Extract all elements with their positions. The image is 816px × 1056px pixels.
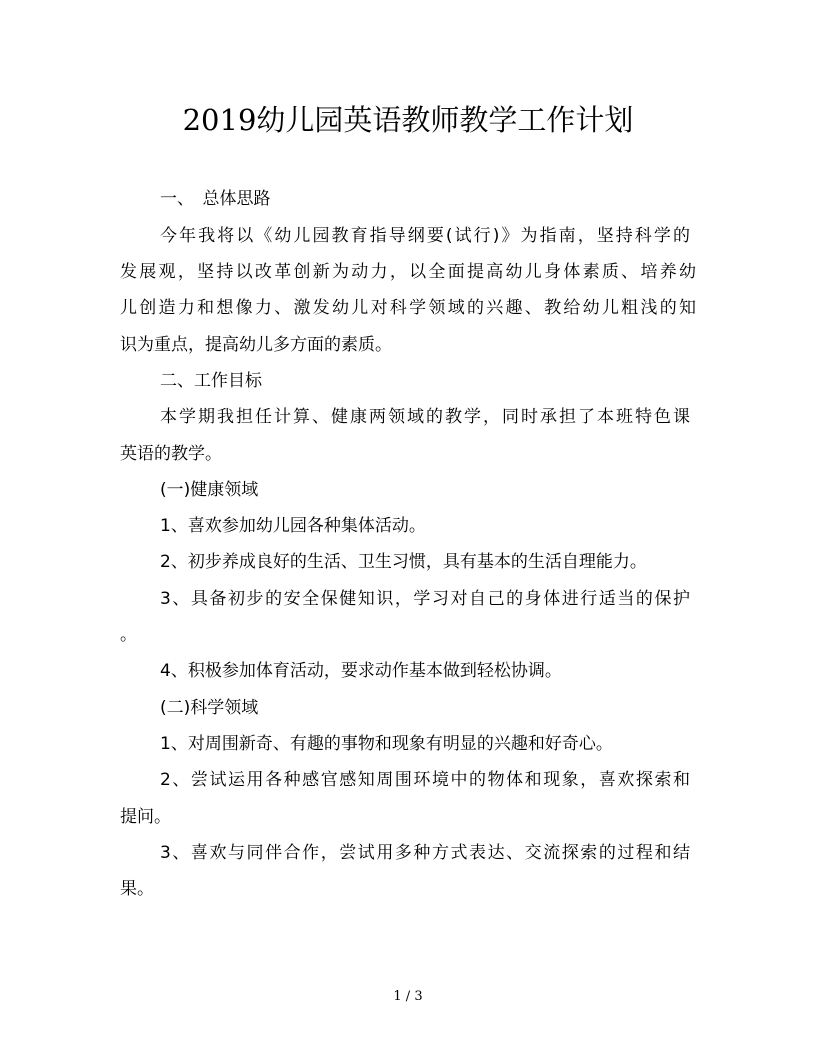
list-item: 2、尝试运用各种感官感知周围环境中的物体和现象，喜欢探索和 <box>160 770 690 790</box>
list-item: 1、对周围新奇、有趣的事物和现象有明显的兴趣和好奇心。 <box>160 734 613 754</box>
list-item-continuation: 提问。 <box>120 807 171 827</box>
list-item: 3、喜欢与同伴合作，尝试用多种方式表达、交流探索的过程和结 <box>160 843 690 863</box>
subsection-heading-science: (二)科学领域 <box>160 698 259 718</box>
list-item: 4、积极参加体育活动，要求动作基本做到轻松协调。 <box>160 661 562 681</box>
list-item: 3、具备初步的安全保健知识，学习对自己的身体进行适当的保护 <box>160 589 690 609</box>
subsection-heading-health: (一)健康领域 <box>160 480 259 500</box>
section-heading-overall-approach: 一、 总体思路 <box>160 189 271 209</box>
paragraph-line: 发展观，坚持以改革创新为动力，以全面提高幼儿身体素质、培养幼 <box>120 262 696 282</box>
list-item-continuation: 果。 <box>120 879 154 899</box>
list-item: 2、初步养成良好的生活、卫生习惯，具有基本的生活自理能力。 <box>160 552 647 572</box>
section-heading-work-goals: 二、工作目标 <box>160 371 262 391</box>
paragraph-line: 英语的教学。 <box>120 444 222 464</box>
list-item-continuation: 。 <box>120 625 137 645</box>
paragraph-line: 今年我将以《幼儿园教育指导纲要(试行)》为指南，坚持科学的 <box>160 226 690 246</box>
paragraph-line: 识为重点，提高幼儿多方面的素质。 <box>120 335 392 355</box>
paragraph-line: 本学期我担任计算、健康两领域的教学，同时承担了本班特色课 <box>160 407 690 427</box>
page-number: 1 / 3 <box>393 989 423 1004</box>
list-item: 1、喜欢参加幼儿园各种集体活动。 <box>160 516 426 536</box>
paragraph-line: 儿创造力和想像力、激发幼儿对科学领域的兴趣、教给幼儿粗浅的知 <box>120 298 696 318</box>
document-title: 2019幼儿园英语教师教学工作计划 <box>182 103 634 137</box>
